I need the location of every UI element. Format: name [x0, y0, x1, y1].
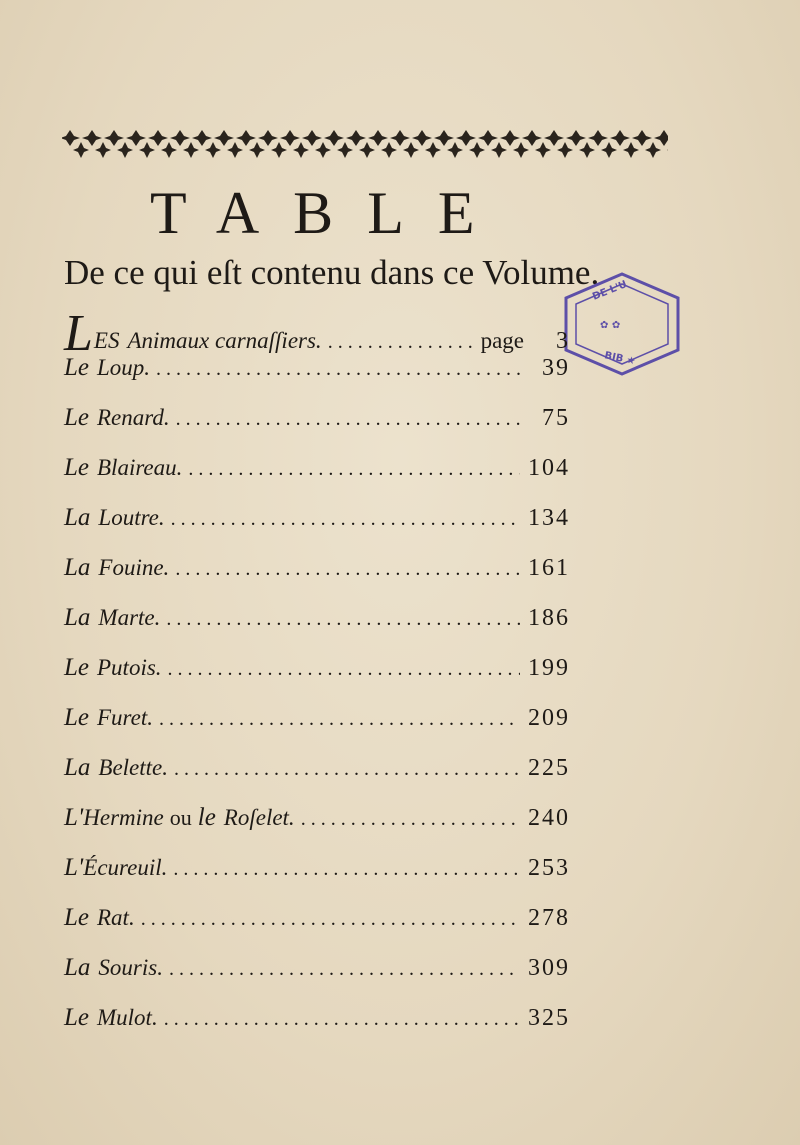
entry-name: Loup. — [97, 355, 151, 380]
fleuron-top — [82, 130, 102, 146]
dot-leader — [169, 958, 520, 981]
entry-article: Le — [64, 654, 89, 681]
dot-leader — [301, 808, 520, 831]
fleuron-top — [258, 130, 278, 146]
fleuron-bottom — [667, 142, 668, 158]
entry-article: La — [64, 504, 91, 531]
toc-entry[interactable] — [64, 704, 570, 754]
entry-name: Fouine. — [98, 555, 170, 580]
entry-name: Écureuil. — [83, 855, 168, 880]
entry-page: 278 — [528, 905, 570, 931]
fleuron-top — [170, 130, 190, 146]
entry-page: 325 — [528, 1005, 570, 1031]
fleuron-bottom — [381, 142, 397, 158]
fleuron-top — [478, 130, 498, 146]
fleuron-top — [148, 130, 168, 146]
dot-leader — [156, 358, 522, 381]
toc-entry[interactable] — [64, 1004, 570, 1054]
entry-page: 3 — [556, 328, 570, 354]
entry-name: Animaux carnaſſiers. — [127, 328, 322, 353]
toc-entry[interactable] — [64, 504, 570, 554]
page-subtitle: De ce qui eſt contenu dans ce Volume. — [64, 253, 600, 292]
fleuron-bottom — [73, 142, 89, 158]
fleuron-bottom — [491, 142, 507, 158]
page-title: TABLE — [150, 180, 509, 246]
dot-leader — [188, 458, 520, 481]
entry-name: Putois. — [97, 655, 162, 680]
toc-entry[interactable] — [64, 854, 570, 904]
fleuron-bottom — [601, 142, 617, 158]
entry-article: La — [64, 604, 91, 631]
toc-entry[interactable] — [64, 804, 570, 854]
fleuron-bottom — [227, 142, 243, 158]
entry-article-2: le — [197, 804, 216, 831]
fleuron-top — [412, 130, 432, 146]
fleuron-bottom — [139, 142, 155, 158]
entry-article: La — [64, 954, 91, 981]
entry-page: 134 — [528, 505, 570, 531]
dot-leader — [176, 408, 522, 431]
entry-page: 186 — [528, 605, 570, 631]
toc-entry[interactable] — [64, 305, 570, 362]
fleuron-bottom — [557, 142, 573, 158]
page-word: page — [480, 328, 524, 353]
entry-page: 199 — [528, 655, 570, 681]
fleuron-bottom — [161, 142, 177, 158]
entry-article: La — [64, 754, 91, 781]
entry-article: Le — [64, 404, 89, 431]
toc-entry[interactable] — [64, 554, 570, 604]
toc-entry[interactable] — [64, 404, 570, 454]
entry-page: 75 — [542, 405, 570, 431]
fleuron-top — [632, 130, 652, 146]
entry-page: 209 — [528, 705, 570, 731]
fleuron-top — [192, 130, 212, 146]
ornament-border — [62, 128, 668, 160]
fleuron-bottom — [337, 142, 353, 158]
fleuron-bottom — [403, 142, 419, 158]
fleuron-bottom — [271, 142, 287, 158]
fleuron-bottom — [359, 142, 375, 158]
fleuron-top — [236, 130, 256, 146]
entry-page: 253 — [528, 855, 570, 881]
fleuron-bottom — [425, 142, 441, 158]
entry-name: Marte. — [98, 605, 161, 630]
dot-leader — [171, 508, 520, 531]
dot-leader — [166, 608, 520, 631]
toc-entry[interactable] — [64, 454, 570, 504]
fleuron-top — [126, 130, 146, 146]
fleuron-top — [214, 130, 234, 146]
fleuron-top — [456, 130, 476, 146]
dot-leader — [159, 708, 520, 731]
fleuron-bottom — [579, 142, 595, 158]
fleuron-bottom — [293, 142, 309, 158]
toc-entry[interactable] — [64, 954, 570, 1004]
fleuron-bottom — [315, 142, 331, 158]
entry-article: L' — [64, 854, 84, 881]
entry-page: 161 — [528, 555, 570, 581]
entry-article: Le — [64, 354, 89, 381]
dot-leader — [175, 558, 520, 581]
entry-name: Hermine — [83, 805, 164, 830]
entry-name: Belette. — [98, 755, 169, 780]
fleuron-bottom — [469, 142, 485, 158]
fleuron-top — [280, 130, 300, 146]
fleuron-bottom — [183, 142, 199, 158]
toc-entry[interactable] — [64, 354, 570, 404]
toc-entry[interactable] — [64, 754, 570, 804]
fleuron-bottom — [447, 142, 463, 158]
entry-page: 39 — [542, 355, 570, 381]
entry-page: 309 — [528, 955, 570, 981]
toc-entry[interactable] — [64, 604, 570, 654]
svg-text:BIB ★: BIB ★ — [603, 350, 637, 368]
fleuron-top — [302, 130, 322, 146]
fleuron-top — [566, 130, 586, 146]
fleuron-top — [522, 130, 542, 146]
fleuron-top — [368, 130, 388, 146]
table-of-contents — [64, 306, 570, 1054]
entry-article: Le — [64, 704, 89, 731]
fleuron-top — [654, 130, 668, 146]
fleuron-bottom — [535, 142, 551, 158]
dot-leader — [164, 1008, 520, 1031]
dot-leader — [174, 758, 520, 781]
fleuron-bottom — [645, 142, 661, 158]
dot-leader — [328, 331, 473, 354]
entry-article: L' — [64, 804, 84, 831]
entry-article: Le — [64, 454, 89, 481]
entry-name: Loutre. — [98, 505, 165, 530]
dot-leader — [141, 908, 520, 931]
entry-page: 104 — [528, 455, 570, 481]
fleuron-bottom — [205, 142, 221, 158]
fleuron-top — [346, 130, 366, 146]
fleuron-bottom — [117, 142, 133, 158]
entry-page: 240 — [528, 805, 570, 831]
dot-leader — [173, 858, 520, 881]
fleuron-bottom — [95, 142, 111, 158]
fleuron-top — [390, 130, 410, 146]
entry-name-2: Roſelet. — [223, 805, 295, 830]
fleuron-top — [62, 130, 80, 146]
fleuron-top — [610, 130, 630, 146]
entry-article: ES — [93, 328, 120, 353]
library-stamp — [560, 270, 684, 378]
entry-article: Le — [64, 1004, 89, 1031]
entry-name: Mulot. — [97, 1005, 158, 1030]
toc-entry[interactable] — [64, 904, 570, 954]
entry-name: Renard. — [97, 405, 170, 430]
fleuron-bottom — [513, 142, 529, 158]
fleuron-top — [500, 130, 520, 146]
entry-article: La — [64, 554, 91, 581]
fleuron-top — [324, 130, 344, 146]
dot-leader — [168, 658, 520, 681]
fleuron-top — [588, 130, 608, 146]
entry-name: Furet. — [97, 705, 153, 730]
entry-page: 225 — [528, 755, 570, 781]
fleuron-top — [104, 130, 124, 146]
fleuron-bottom — [623, 142, 639, 158]
entry-name: Rat. — [97, 905, 135, 930]
drop-cap: L — [64, 305, 93, 362]
entry-connector: ou — [169, 805, 192, 830]
entry-name: Blaireau. — [97, 455, 183, 480]
fleuron-bottom — [249, 142, 265, 158]
entry-name: Souris. — [98, 955, 163, 980]
fleuron-top — [544, 130, 564, 146]
fleuron-top — [434, 130, 454, 146]
toc-entry[interactable] — [64, 654, 570, 704]
svg-text:DE L'U: DE L'U — [591, 279, 629, 303]
svg-text:✿ ✿: ✿ ✿ — [600, 320, 621, 331]
entry-article: Le — [64, 904, 89, 931]
